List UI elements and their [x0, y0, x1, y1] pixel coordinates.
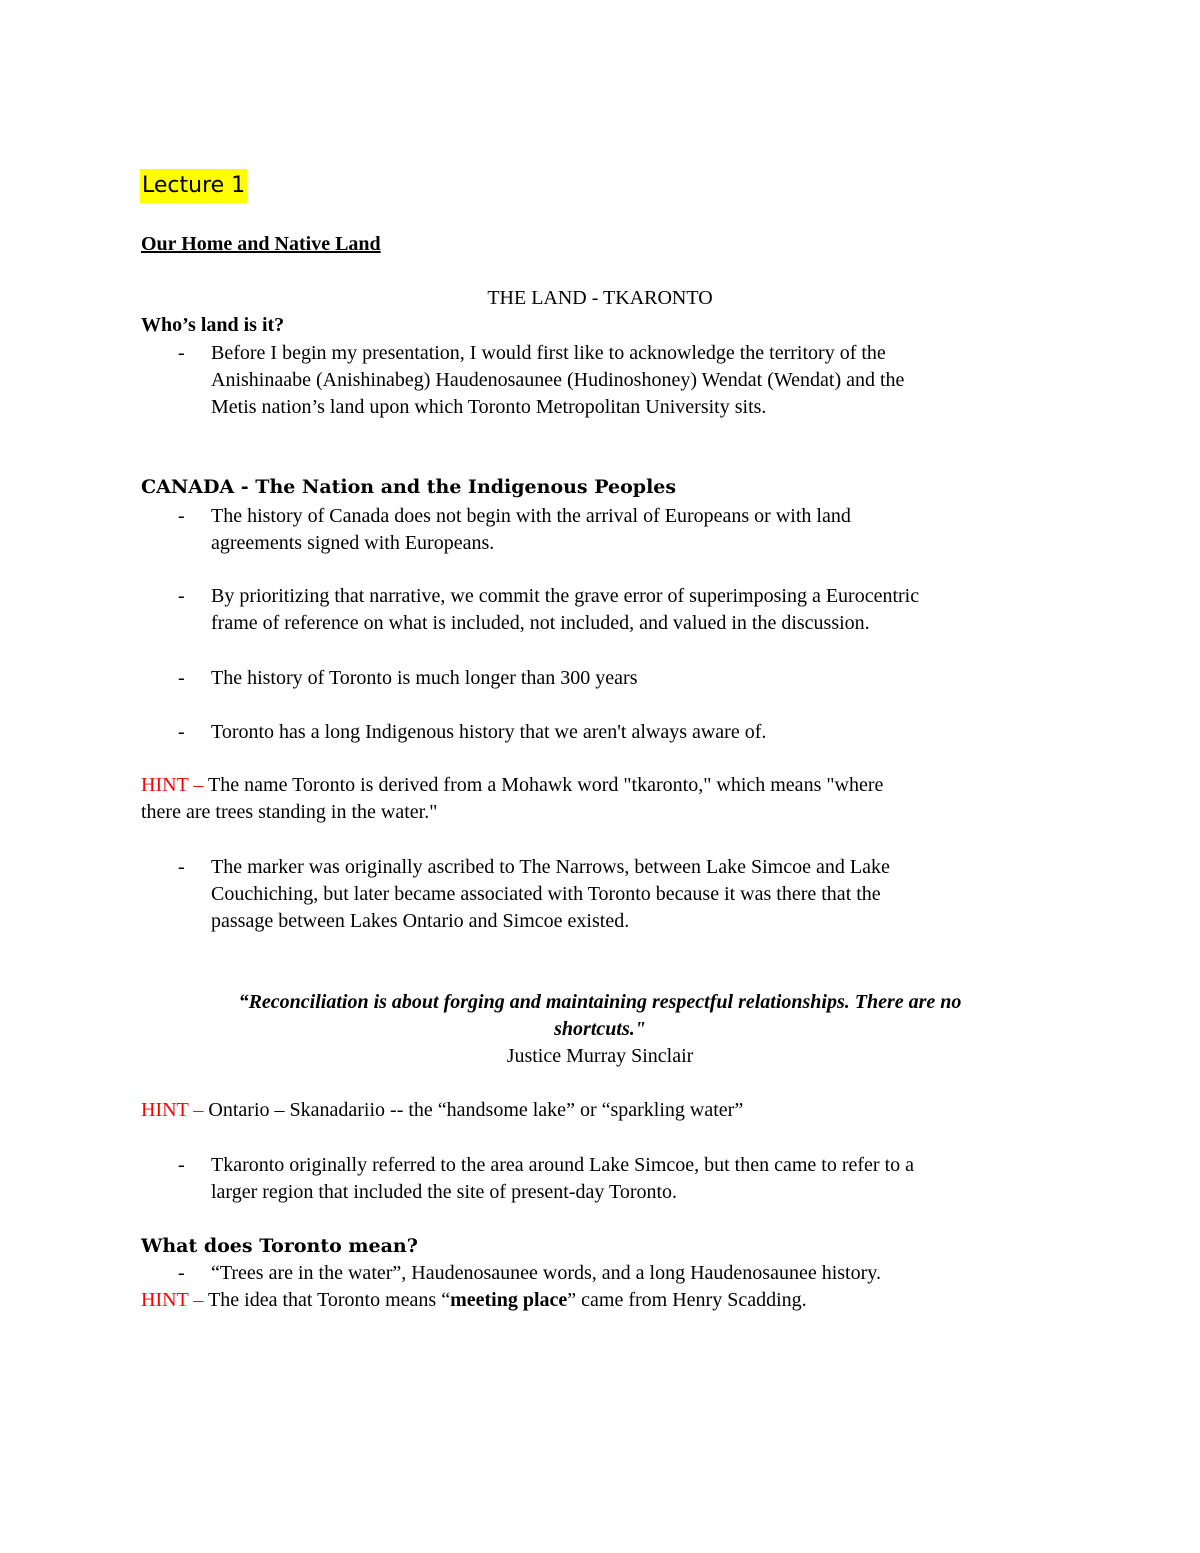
bullet-line: agreements signed with Europeans.	[211, 532, 495, 554]
hint-text: Ontario – Skanadariio -- the “handsome lake” or “sparkling water”	[203, 1099, 744, 1121]
hint-text-continued: there are trees standing in the water."	[141, 801, 438, 823]
bullet-dash: -	[178, 721, 185, 743]
bullet-line: Couchiching, but later became associated with Toronto because it was there that the	[211, 883, 881, 905]
bullet-line: Anishinaabe (Anishinabeg) Haudenosaunee (Hudinoshoney) Wendat (Wendat) and the	[211, 369, 905, 391]
hint-text: The idea that Toronto means “	[203, 1289, 451, 1311]
quote-line: shortcuts."	[554, 1018, 646, 1040]
bullet-dash: -	[178, 856, 185, 878]
bullet-line: Metis nation’s land upon which Toronto Metropolitan University sits.	[211, 396, 767, 418]
bullet-dash: -	[178, 585, 185, 607]
bullet-line: frame of reference on what is included, not included, and valued in the discussion.	[211, 612, 870, 634]
question-toronto-meaning: What does Toronto mean?	[141, 1235, 418, 1257]
hint-label: HINT –	[141, 1099, 204, 1121]
bullet-dash: -	[178, 667, 185, 689]
question-whos-land: Who’s land is it?	[141, 314, 285, 336]
quote-author: Justice Murray Sinclair	[506, 1045, 694, 1067]
hint-text: The name Toronto is derived from a Mohawk word "tkaronto," which means "where	[203, 774, 884, 796]
hint-emphasis: meeting place	[450, 1289, 568, 1311]
hint-label: HINT –	[141, 774, 204, 796]
document-heading: Our Home and Native Land	[141, 233, 381, 255]
bullet-dash: -	[178, 342, 185, 364]
bullet-line: passage between Lakes Ontario and Simcoe existed.	[211, 910, 630, 932]
hint-text: ” came from Henry Scadding.	[567, 1289, 807, 1311]
hint-paragraph	[141, 772, 883, 799]
bullet-line: Tkaronto originally referred to the area around Lake Simcoe, but then came to refer to a	[211, 1154, 915, 1176]
hint-paragraph	[141, 1097, 743, 1124]
hint-paragraph	[141, 1287, 807, 1314]
bullet-line: The history of Toronto is much longer than 300 years	[211, 667, 638, 689]
bullet-dash: -	[178, 1154, 185, 1176]
quote-line: “Reconciliation is about forging and maintaining respectful relationships. There are no	[238, 991, 962, 1013]
bullet-line: The history of Canada does not begin with the arrival of Europeans or with land	[211, 505, 851, 527]
bullet-line: By prioritizing that narrative, we commit the grave error of superimposing a Eurocentric	[211, 585, 920, 607]
bullet-dash: -	[178, 505, 185, 527]
section-title-land: THE LAND - TKARONTO	[487, 287, 713, 309]
hint-label: HINT –	[141, 1289, 204, 1311]
bullet-line: Toronto has a long Indigenous history that we aren't always aware of.	[211, 721, 767, 743]
bullet-line: “Trees are in the water”, Haudenosaunee words, and a long Haudenosaunee history.	[211, 1262, 881, 1284]
lecture-label: Lecture 1	[140, 169, 247, 203]
section-heading-canada: CANADA - The Nation and the Indigenous Peoples	[141, 476, 677, 498]
bullet-line: larger region that included the site of present-day Toronto.	[211, 1181, 678, 1203]
bullet-line: The marker was originally ascribed to The Narrows, between Lake Simcoe and Lake	[211, 856, 890, 878]
bullet-dash: -	[178, 1262, 185, 1284]
bullet-line: Before I begin my presentation, I would first like to acknowledge the territory of the	[211, 342, 886, 364]
